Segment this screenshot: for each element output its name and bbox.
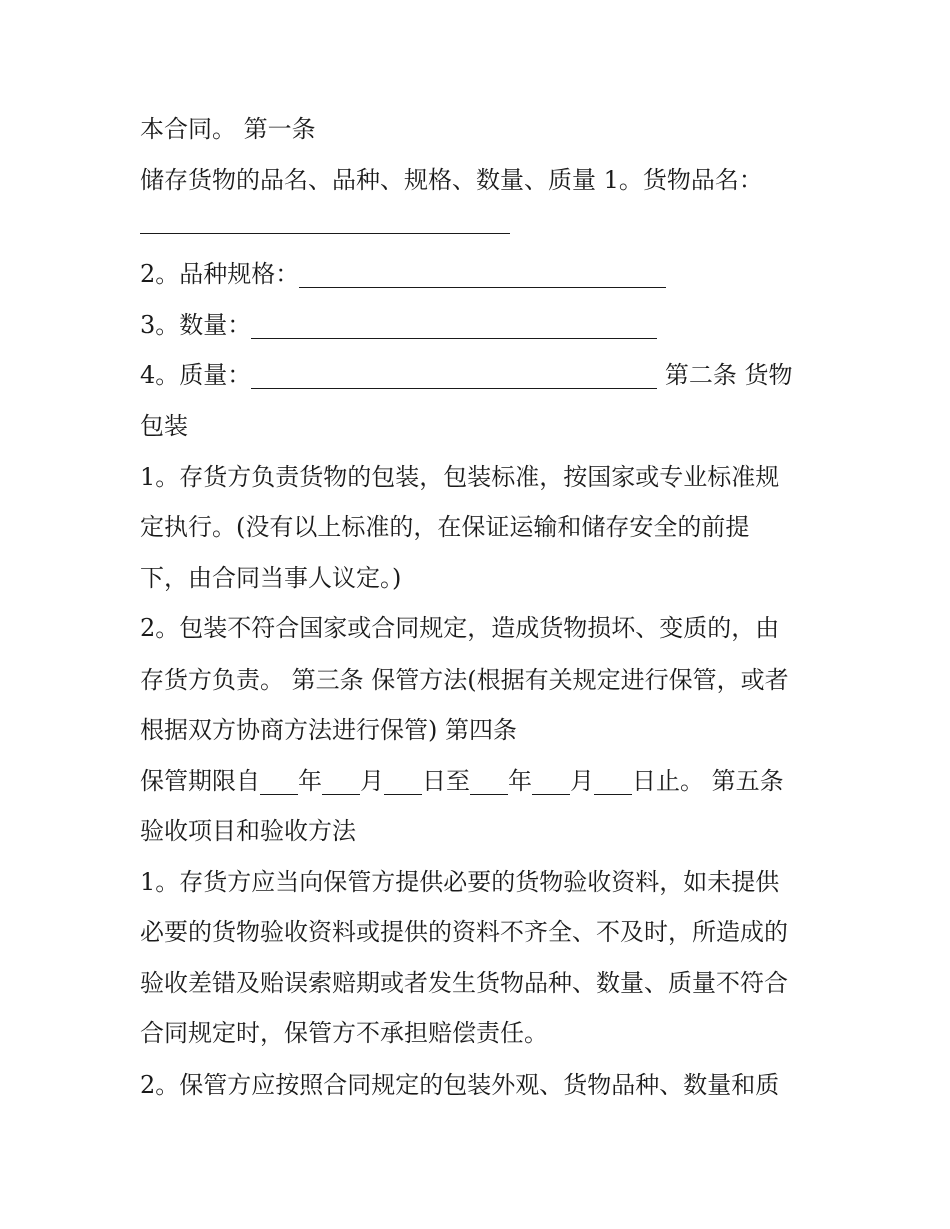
text-line <box>140 259 666 289</box>
month-label: 月 <box>360 767 384 795</box>
text-line: 2。保管方应按照合同规定的包装外观、货物品种、数量和质 <box>140 1071 780 1099</box>
year-label: 年 <box>508 767 532 795</box>
goods-name-blank <box>140 233 510 234</box>
quantity-label: 3。数量： <box>140 311 252 339</box>
end-day-blank <box>594 770 632 795</box>
text-line: 根据双方协商方法进行保管) 第四条 <box>140 716 517 744</box>
text-line <box>140 310 657 340</box>
text-line: 定执行。(没有以上标准的，在保证运输和储存安全的前提 <box>140 513 750 541</box>
quality-label: 4。质量： <box>140 361 252 389</box>
quantity-blank <box>251 314 657 339</box>
month-label: 月 <box>570 767 594 795</box>
period-from-label: 保管期限自 <box>140 767 260 795</box>
text-line: 储存货物的品名、品种、规格、数量、质量 1。货物品名： <box>140 166 763 194</box>
text-line: 验收项目和验收方法 <box>140 817 356 845</box>
text-line: 验收差错及贻误索赔期或者发生货物品种、数量、质量不符合 <box>140 969 788 997</box>
end-year-blank <box>470 770 508 795</box>
quality-blank <box>251 364 657 389</box>
storage-period-line <box>140 766 784 796</box>
variety-spec-label: 2。品种规格： <box>140 260 300 288</box>
day-to-label: 日至 <box>422 767 470 795</box>
start-month-blank <box>322 770 360 795</box>
article-two-heading: 第二条 货物 <box>657 361 793 389</box>
year-label: 年 <box>298 767 322 795</box>
start-day-blank <box>384 770 422 795</box>
text-line: 2。包装不符合国家或合同规定，造成货物损坏、变质的，由 <box>140 614 780 642</box>
text-line: 1。存货方应当向保管方提供必要的货物验收资料，如未提供 <box>140 868 780 896</box>
start-year-blank <box>260 770 298 795</box>
text-line: 下，由合同当事人议定。) <box>140 564 402 592</box>
text-line: 1。存货方负责货物的包装，包装标准，按国家或专业标准规 <box>140 463 780 491</box>
text-line: 包装 <box>140 412 188 440</box>
text-line <box>140 360 793 390</box>
text-line: 必要的货物验收资料或提供的资料不齐全、不及时，所造成的 <box>140 918 788 946</box>
day-end-label: 日止。 第五条 <box>632 767 784 795</box>
variety-spec-blank <box>299 263 666 288</box>
text-line: 存货方负责。 第三条 保管方法(根据有关规定进行保管，或者 <box>140 666 789 694</box>
text-line: 本合同。 第一条 <box>140 115 316 143</box>
text-line: 合同规定时，保管方不承担赔偿责任。 <box>140 1019 548 1047</box>
end-month-blank <box>532 770 570 795</box>
